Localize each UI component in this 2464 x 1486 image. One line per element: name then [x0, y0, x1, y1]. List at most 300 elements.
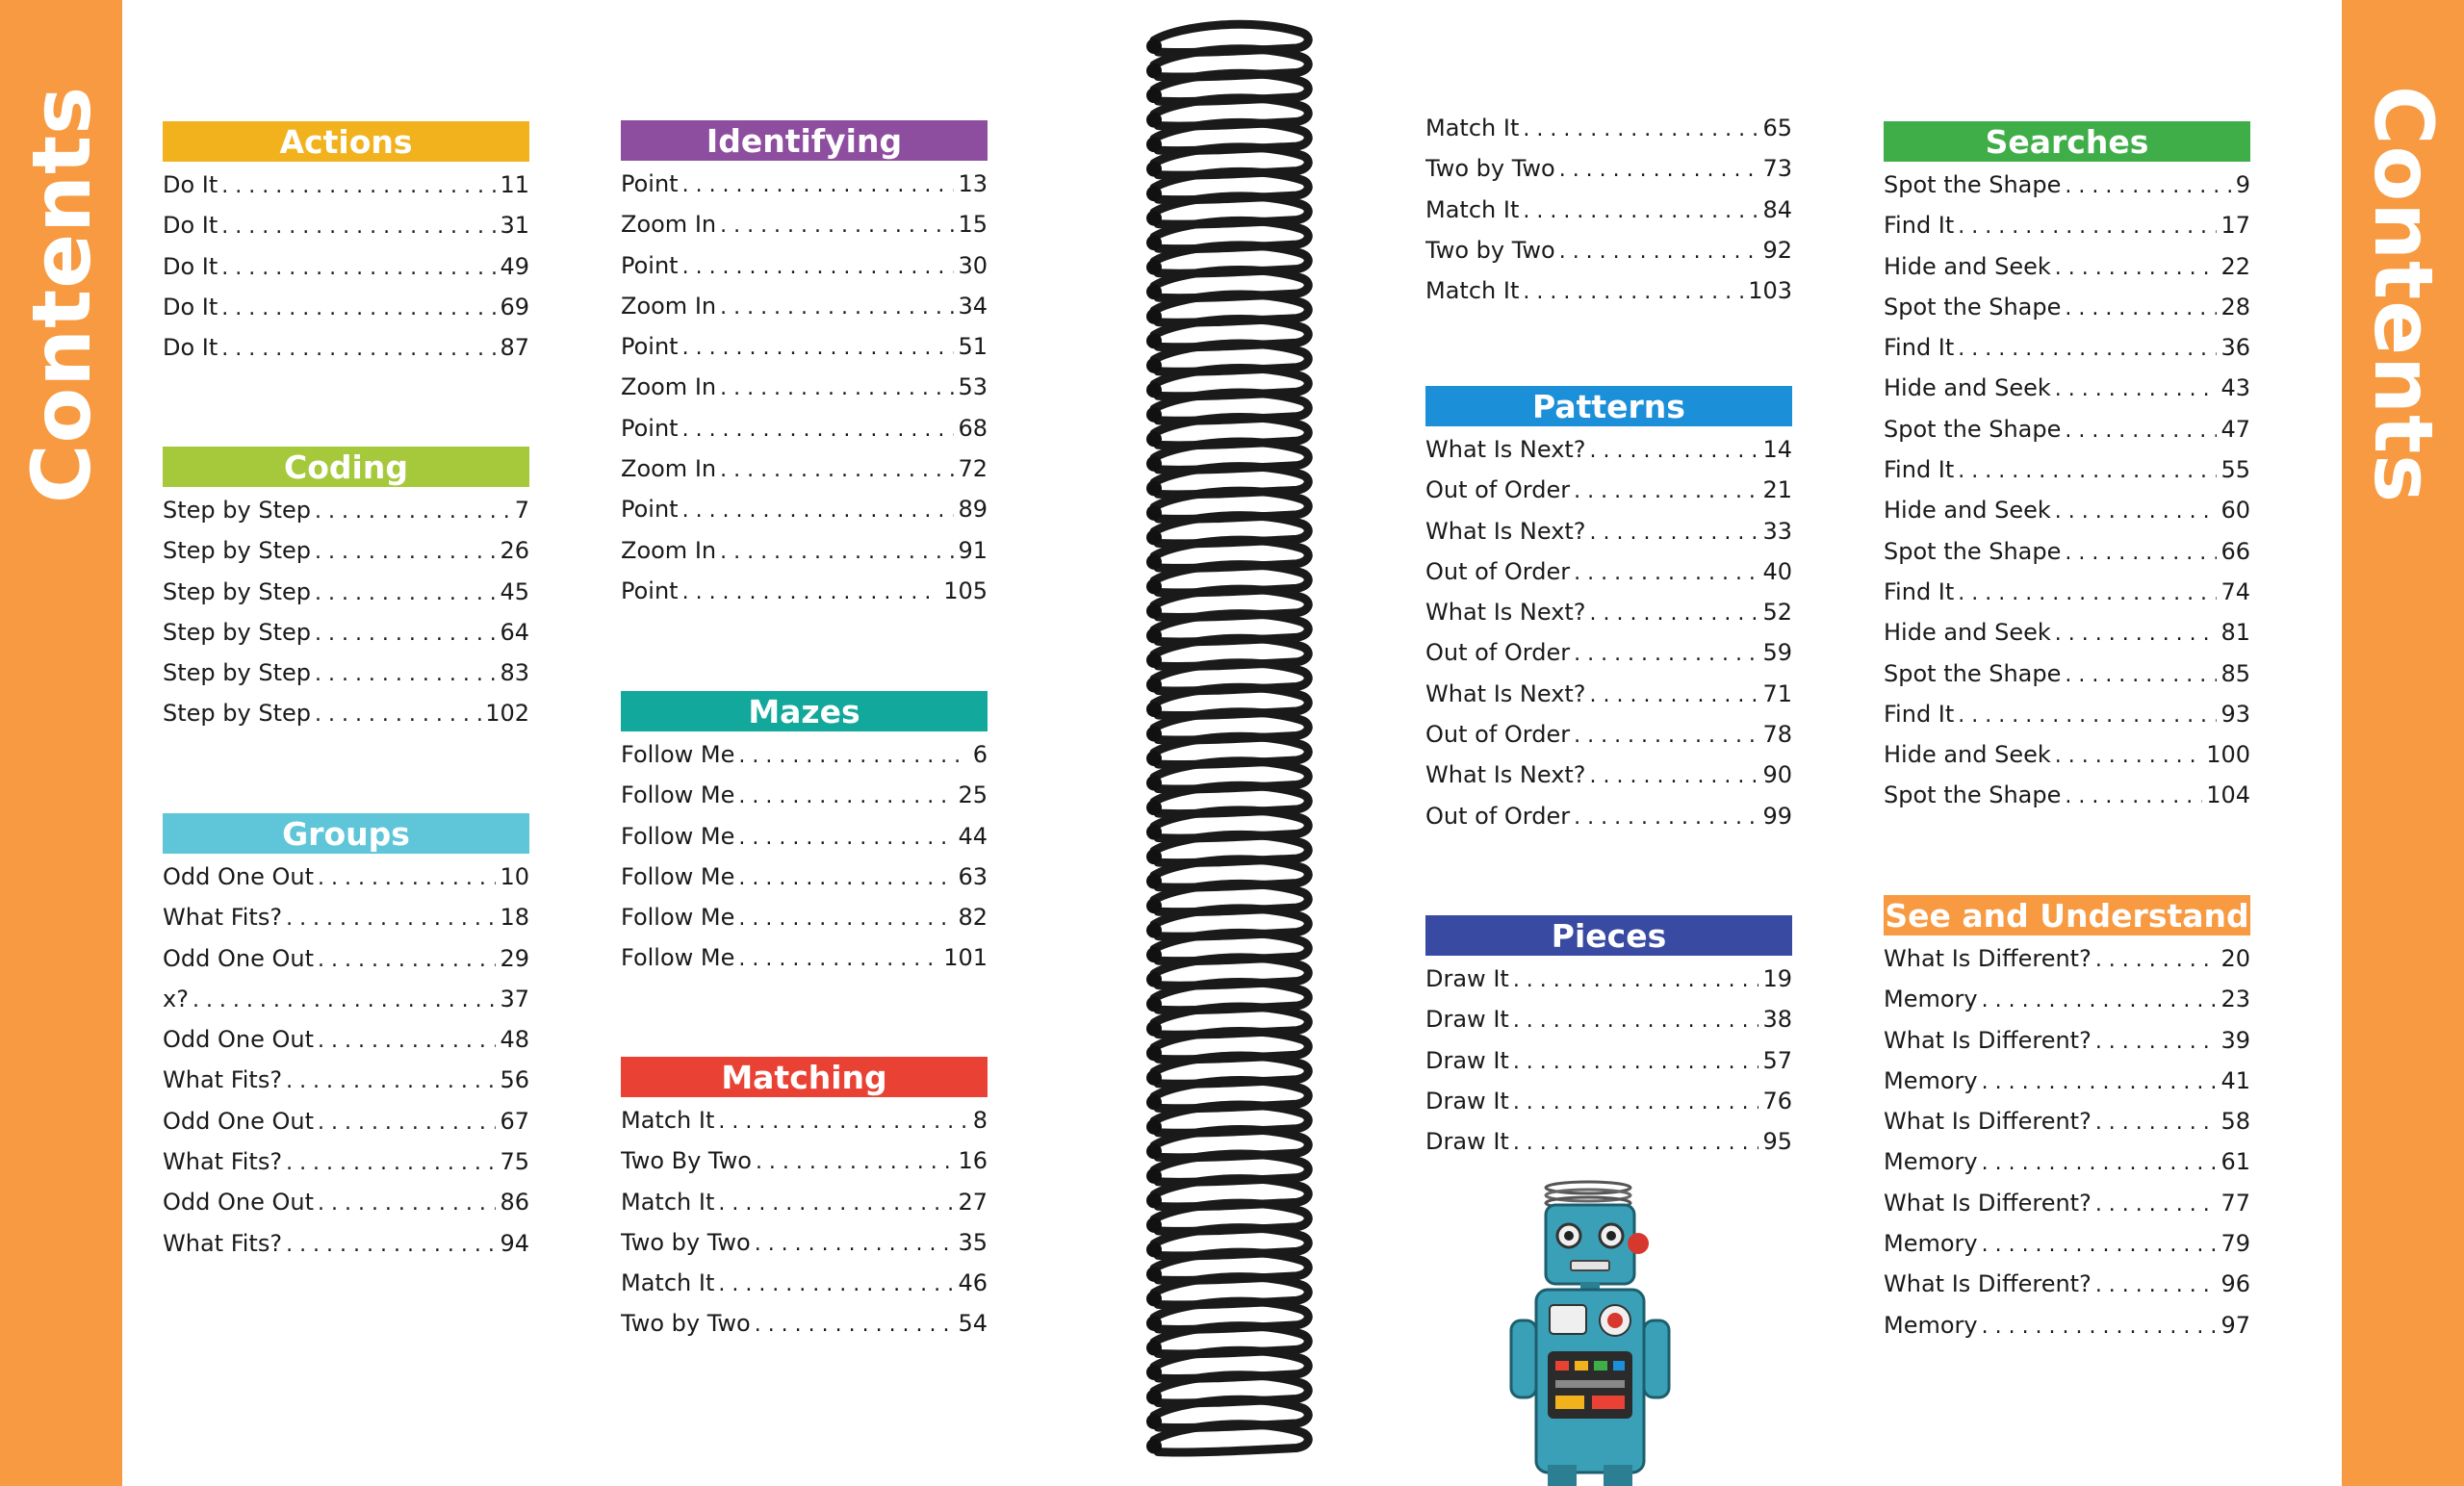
toc-entry[interactable] [1884, 334, 2250, 374]
dot-leader [1559, 158, 1759, 182]
dot-leader [1982, 1233, 2218, 1257]
entry-title: Odd One Out [163, 1189, 314, 1217]
entry-title: Two By Two [621, 1147, 752, 1175]
toc-entry[interactable] [163, 212, 529, 252]
page-number: 63 [958, 862, 988, 890]
toc-entry[interactable] [163, 294, 529, 334]
toc-entry[interactable] [621, 373, 988, 414]
entry-title: Spot the Shape [1884, 415, 2062, 443]
page-number: 59 [1762, 639, 1792, 667]
toc-entry[interactable] [1425, 599, 1792, 639]
dot-leader [682, 418, 955, 442]
page-number: 83 [500, 659, 529, 687]
toc-entry[interactable] [1425, 558, 1792, 599]
entry-title: What Is Next? [1425, 761, 1586, 789]
dot-leader [315, 540, 496, 564]
entry-title: Draw It [1425, 1128, 1509, 1156]
toc-entry[interactable] [1884, 1190, 2250, 1230]
page-number: 17 [2220, 212, 2250, 240]
entry-title: Memory [1884, 1230, 1978, 1258]
entry-title: Point [621, 414, 679, 442]
dot-leader [1574, 642, 1758, 666]
dot-leader [1574, 724, 1758, 748]
section-header: Groups [163, 813, 529, 854]
toc-entry[interactable] [621, 1189, 988, 1229]
entry-title: What Is Next? [1425, 517, 1586, 545]
entry-title: Two by Two [1425, 155, 1555, 183]
toc-entry[interactable] [1425, 196, 1792, 237]
entry-title: Out of Order [1425, 639, 1571, 667]
entry-title: Odd One Out [163, 1026, 314, 1054]
dot-leader [1513, 968, 1759, 992]
dot-leader [1590, 439, 1759, 463]
entry-title: Do It [163, 334, 218, 362]
toc-entry[interactable] [1425, 237, 1792, 277]
page-number: 91 [958, 536, 988, 564]
page-number: 64 [500, 618, 529, 646]
entry-title: Out of Order [1425, 721, 1571, 749]
toc-entry[interactable] [621, 741, 988, 781]
dot-leader [1574, 561, 1758, 585]
dot-leader [286, 1069, 496, 1093]
dot-leader [315, 500, 511, 524]
dot-leader [738, 784, 954, 808]
dot-leader [318, 866, 496, 890]
page-number: 76 [1762, 1087, 1792, 1114]
entry-title: Step by Step [163, 577, 311, 605]
page-number: 18 [500, 904, 529, 932]
dot-leader [315, 581, 496, 605]
toc-entry[interactable] [163, 334, 529, 374]
toc-entry[interactable] [163, 1066, 529, 1107]
dot-leader [738, 947, 939, 971]
right-side-band [2342, 0, 2464, 1486]
entry-title: Match It [621, 1269, 715, 1297]
dot-leader [1513, 1090, 1759, 1114]
entry-title: Match It [621, 1107, 715, 1134]
dot-leader [718, 1272, 954, 1296]
dot-leader [1590, 683, 1759, 707]
toc-entry[interactable] [1425, 680, 1792, 721]
section-actions [163, 121, 529, 374]
page-number: 19 [1762, 965, 1792, 992]
toc-entry[interactable] [163, 945, 529, 986]
page-number: 89 [958, 496, 988, 524]
page-number: 103 [1748, 277, 1792, 305]
page-number: 101 [943, 944, 988, 972]
entry-title: Spot the Shape [1884, 293, 2062, 320]
page-number: 13 [958, 170, 988, 197]
toc-entry[interactable] [1884, 1027, 2250, 1067]
entry-title: What Is Next? [1425, 436, 1586, 463]
toc-entry[interactable] [1884, 945, 2250, 986]
dot-leader [720, 540, 954, 564]
entry-title: Step by Step [163, 700, 311, 728]
page-number: 37 [500, 985, 529, 1012]
dot-leader [2065, 541, 2217, 565]
entry-title: Spot the Shape [1884, 781, 2062, 809]
toc-entry[interactable] [621, 904, 988, 944]
toc-entry[interactable] [1884, 1312, 2250, 1352]
toc-entry[interactable] [1425, 639, 1792, 679]
page-number: 11 [500, 171, 529, 198]
entry-title: What Is Different? [1884, 945, 2092, 972]
toc-entry[interactable] [1884, 986, 2250, 1026]
entry-title: x? [163, 985, 189, 1012]
dot-leader [1513, 1131, 1759, 1155]
dot-leader [286, 907, 496, 931]
page-number: 26 [500, 537, 529, 565]
page-number: 22 [2220, 252, 2250, 280]
page-number: 54 [958, 1310, 988, 1338]
toc-entry[interactable] [621, 1310, 988, 1350]
dot-leader [2065, 784, 2202, 808]
toc-entry[interactable] [1884, 1108, 2250, 1148]
toc-entry[interactable] [621, 1107, 988, 1147]
dot-leader [718, 1191, 954, 1216]
toc-entry[interactable] [163, 1230, 529, 1270]
toc-entry[interactable] [1425, 115, 1792, 155]
section-header: Coding [163, 447, 529, 487]
entry-title: Point [621, 333, 679, 361]
entry-title: Zoom In [621, 373, 717, 401]
dot-leader [1559, 240, 1759, 264]
toc-entry[interactable] [1425, 721, 1792, 761]
entry-title: Memory [1884, 986, 1978, 1013]
page-number: 78 [1762, 721, 1792, 749]
toc-entry[interactable] [1884, 781, 2250, 822]
dot-leader [738, 866, 954, 890]
dot-leader [738, 744, 968, 768]
toc-entry[interactable] [163, 619, 529, 659]
toc-entry[interactable] [1425, 803, 1792, 843]
toc-entry[interactable] [163, 700, 529, 740]
toc-entry[interactable] [163, 659, 529, 700]
toc-entry[interactable] [1884, 416, 2250, 456]
robot-right-arm [1644, 1320, 1669, 1397]
toc-entry[interactable] [621, 781, 988, 822]
entry-title: Follow Me [621, 781, 735, 809]
dot-leader [1958, 459, 2217, 483]
page-number: 69 [500, 293, 529, 320]
entry-title: Follow Me [621, 822, 735, 850]
page-number: 74 [2220, 577, 2250, 605]
entry-title: Follow Me [621, 862, 735, 890]
entry-title: Follow Me [621, 741, 735, 768]
entry-title: Step by Step [163, 618, 311, 646]
entry-title: Step by Step [163, 497, 311, 524]
page-number: 8 [972, 1107, 988, 1134]
page-number: 40 [1762, 557, 1792, 585]
entry-title: What Fits? [163, 904, 283, 932]
dot-leader [1958, 704, 2217, 728]
toc-entry[interactable] [621, 415, 988, 455]
toc-entry[interactable] [1884, 660, 2250, 701]
entry-title: Find It [1884, 700, 1955, 728]
page-number: 79 [2220, 1230, 2250, 1258]
entry-title: Hide and Seek [1884, 497, 2051, 525]
entry-title: Memory [1884, 1148, 1978, 1176]
entry-title: Zoom In [621, 292, 717, 320]
toc-entry[interactable] [163, 986, 529, 1026]
page-number: 55 [2220, 456, 2250, 484]
toc-entry[interactable] [163, 497, 529, 537]
toc-entry[interactable] [1884, 1270, 2250, 1311]
spiral-binding [1141, 17, 1323, 1471]
toc-entry[interactable] [163, 1148, 529, 1189]
section-header: Actions [163, 121, 529, 162]
toc-entry[interactable] [1884, 1230, 2250, 1270]
page-number: 45 [500, 577, 529, 605]
dot-leader [682, 580, 940, 604]
toc-entry[interactable] [1425, 277, 1792, 318]
entry-title: What Fits? [163, 1066, 283, 1094]
dot-leader [738, 826, 954, 850]
dot-leader [2095, 1192, 2218, 1217]
page-number: 97 [2220, 1311, 2250, 1339]
dot-leader [1523, 280, 1744, 304]
entry-title: Two by Two [1425, 236, 1555, 264]
page-number: 66 [2220, 537, 2250, 565]
dot-leader [318, 1029, 496, 1053]
toc-entry[interactable] [1425, 1088, 1792, 1128]
dot-leader [2095, 1030, 2218, 1054]
dot-leader [318, 948, 496, 972]
page-number: 57 [1762, 1046, 1792, 1074]
entry-title: Memory [1884, 1311, 1978, 1339]
toc-entry[interactable] [1425, 1006, 1792, 1046]
page-number: 84 [1762, 195, 1792, 223]
dot-leader [221, 337, 496, 361]
toc-entry[interactable] [621, 211, 988, 251]
toc-entry[interactable] [163, 904, 529, 944]
entry-title: What Fits? [163, 1148, 283, 1176]
entry-title: Point [621, 496, 679, 524]
toc-entry[interactable] [621, 293, 988, 333]
page-number: 28 [2220, 293, 2250, 320]
dot-leader [720, 214, 954, 238]
toc-entry[interactable] [1884, 497, 2250, 537]
entry-title: Spot the Shape [1884, 537, 2062, 565]
contents-title-right: Contents [2355, 85, 2451, 504]
toc-entry[interactable] [163, 1108, 529, 1148]
entry-title: Out of Order [1425, 557, 1571, 585]
dot-leader [718, 1110, 968, 1134]
page-number: 93 [2220, 700, 2250, 728]
dot-leader [286, 1233, 496, 1257]
page-number: 94 [500, 1229, 529, 1257]
page-number: 30 [958, 251, 988, 279]
page-number: 20 [2220, 945, 2250, 972]
page-number: 105 [943, 576, 988, 604]
dot-leader [192, 988, 497, 1012]
page-number: 52 [1762, 599, 1792, 627]
entry-title: Odd One Out [163, 944, 314, 972]
toc-entry[interactable] [621, 496, 988, 536]
dot-leader [286, 1151, 496, 1175]
entry-title: What Is Different? [1884, 1108, 2092, 1136]
toc-entry[interactable] [1425, 518, 1792, 558]
dot-leader [221, 256, 496, 280]
dot-leader [1958, 215, 2217, 239]
entry-title: Hide and Seek [1884, 741, 2051, 769]
toc-entry[interactable] [1884, 701, 2250, 741]
toc-entry[interactable] [1425, 1047, 1792, 1088]
entry-title: What Is Next? [1425, 679, 1586, 707]
toc-entry[interactable] [1425, 476, 1792, 517]
section-header: Identifying [621, 120, 988, 161]
page-number: 16 [958, 1147, 988, 1175]
page-number: 104 [2206, 781, 2250, 809]
toc-entry[interactable] [1425, 155, 1792, 195]
dot-leader [2065, 296, 2217, 320]
toc-entry[interactable] [1425, 436, 1792, 476]
page-number: 27 [958, 1188, 988, 1216]
entry-title: Zoom In [621, 536, 717, 564]
dot-leader [720, 376, 954, 400]
toc-entry[interactable] [621, 1229, 988, 1269]
page-number: 46 [958, 1269, 988, 1297]
toc-entry[interactable] [1884, 619, 2250, 659]
page-number: 33 [1762, 517, 1792, 545]
toc-entry[interactable] [163, 253, 529, 294]
entry-title: Step by Step [163, 659, 311, 687]
page-number: 10 [500, 863, 529, 890]
toc-entry[interactable] [1884, 1067, 2250, 1108]
entry-title: Hide and Seek [1884, 619, 2051, 647]
page-number: 15 [958, 211, 988, 239]
dot-leader [1982, 1315, 2218, 1339]
entry-title: Do It [163, 171, 218, 198]
toc-entry[interactable] [621, 823, 988, 863]
toc-entry[interactable] [1884, 294, 2250, 334]
toc-entry[interactable] [621, 170, 988, 211]
page-number: 85 [2220, 659, 2250, 687]
toc-entry[interactable] [163, 171, 529, 212]
entry-title: Follow Me [621, 904, 735, 932]
left-side-band [0, 0, 122, 1486]
page-number: 58 [2220, 1108, 2250, 1136]
entry-title: Spot the Shape [1884, 171, 2062, 198]
entry-title: Match It [1425, 195, 1520, 223]
page-number: 82 [958, 904, 988, 932]
toc-entry[interactable] [163, 578, 529, 619]
page-number: 53 [958, 373, 988, 401]
toc-entry[interactable] [1425, 965, 1792, 1006]
toc-entry[interactable] [1884, 578, 2250, 619]
page-number: 56 [500, 1066, 529, 1094]
robot-illustration [1473, 1176, 1704, 1486]
section-coding [163, 447, 529, 741]
toc-entry[interactable] [163, 1026, 529, 1066]
dot-leader [1513, 1050, 1759, 1074]
toc-entry[interactable] [621, 944, 988, 985]
dot-leader [1523, 199, 1758, 223]
toc-entry[interactable] [163, 863, 529, 904]
dot-leader [1523, 117, 1758, 141]
toc-entry[interactable] [1884, 171, 2250, 212]
toc-entry[interactable] [1884, 212, 2250, 252]
page-number: 102 [485, 700, 529, 728]
dot-leader [318, 1191, 496, 1216]
page-number: 71 [1762, 679, 1792, 707]
entry-title: Zoom In [621, 211, 717, 239]
toc-entry[interactable] [621, 577, 988, 618]
dot-leader [221, 215, 496, 239]
dot-leader [2095, 1111, 2218, 1135]
dot-leader [315, 662, 496, 686]
entry-title: Point [621, 576, 679, 604]
toc-entry[interactable] [1425, 761, 1792, 802]
page-number: 61 [2220, 1148, 2250, 1176]
page-number: 65 [1762, 115, 1792, 141]
toc-entry[interactable] [621, 1147, 988, 1188]
toc-entry[interactable] [621, 1269, 988, 1310]
dot-leader [2065, 174, 2231, 198]
toc-entry[interactable] [1884, 456, 2250, 497]
toc-entry[interactable] [1884, 253, 2250, 294]
dot-leader [2055, 500, 2218, 524]
dot-leader [2055, 377, 2218, 401]
page-number: 47 [2220, 415, 2250, 443]
entry-title: Do It [163, 252, 218, 280]
toc-entry[interactable] [163, 1189, 529, 1229]
toc-entry[interactable] [1425, 1128, 1792, 1168]
dot-leader [2095, 1273, 2218, 1297]
toc-entry[interactable] [1884, 374, 2250, 415]
toc-entry[interactable] [621, 333, 988, 373]
dot-leader [682, 336, 955, 360]
toc-entry[interactable] [621, 252, 988, 293]
entry-title: Odd One Out [163, 1107, 314, 1135]
toc-entry[interactable] [1884, 741, 2250, 781]
dot-leader [2055, 744, 2202, 768]
entry-title: Match It [1425, 115, 1520, 141]
dot-leader [315, 703, 481, 727]
entry-title: Draw It [1425, 1087, 1509, 1114]
toc-entry[interactable] [621, 455, 988, 496]
dot-leader [1590, 521, 1759, 545]
dot-leader [1574, 806, 1758, 830]
toc-entry[interactable] [163, 537, 529, 577]
toc-entry[interactable] [621, 537, 988, 577]
section-pieces [1425, 915, 1792, 1168]
dot-leader [2065, 663, 2217, 687]
entry-title: Follow Me [621, 944, 735, 972]
section-patterns [1425, 386, 1792, 843]
section-identifying [621, 120, 988, 618]
page-number: 38 [1762, 1006, 1792, 1034]
entry-title: Zoom In [621, 455, 717, 483]
toc-entry[interactable] [1884, 538, 2250, 578]
toc-entry[interactable] [621, 863, 988, 904]
dot-leader [720, 295, 954, 320]
page-number: 77 [2220, 1189, 2250, 1217]
dot-leader [682, 499, 955, 523]
page-number: 43 [2220, 374, 2250, 402]
entry-title: Draw It [1425, 965, 1509, 992]
dot-leader [1982, 1151, 2218, 1175]
robot-head [1546, 1205, 1634, 1284]
page-number: 95 [1762, 1128, 1792, 1156]
contents-title-left: Contents [13, 85, 109, 504]
dot-leader [2055, 622, 2218, 646]
page-number: 48 [500, 1026, 529, 1054]
toc-entry[interactable] [1884, 1148, 2250, 1189]
dot-leader [318, 1111, 496, 1135]
page-number: 60 [2220, 497, 2250, 525]
page-number: 86 [500, 1189, 529, 1217]
